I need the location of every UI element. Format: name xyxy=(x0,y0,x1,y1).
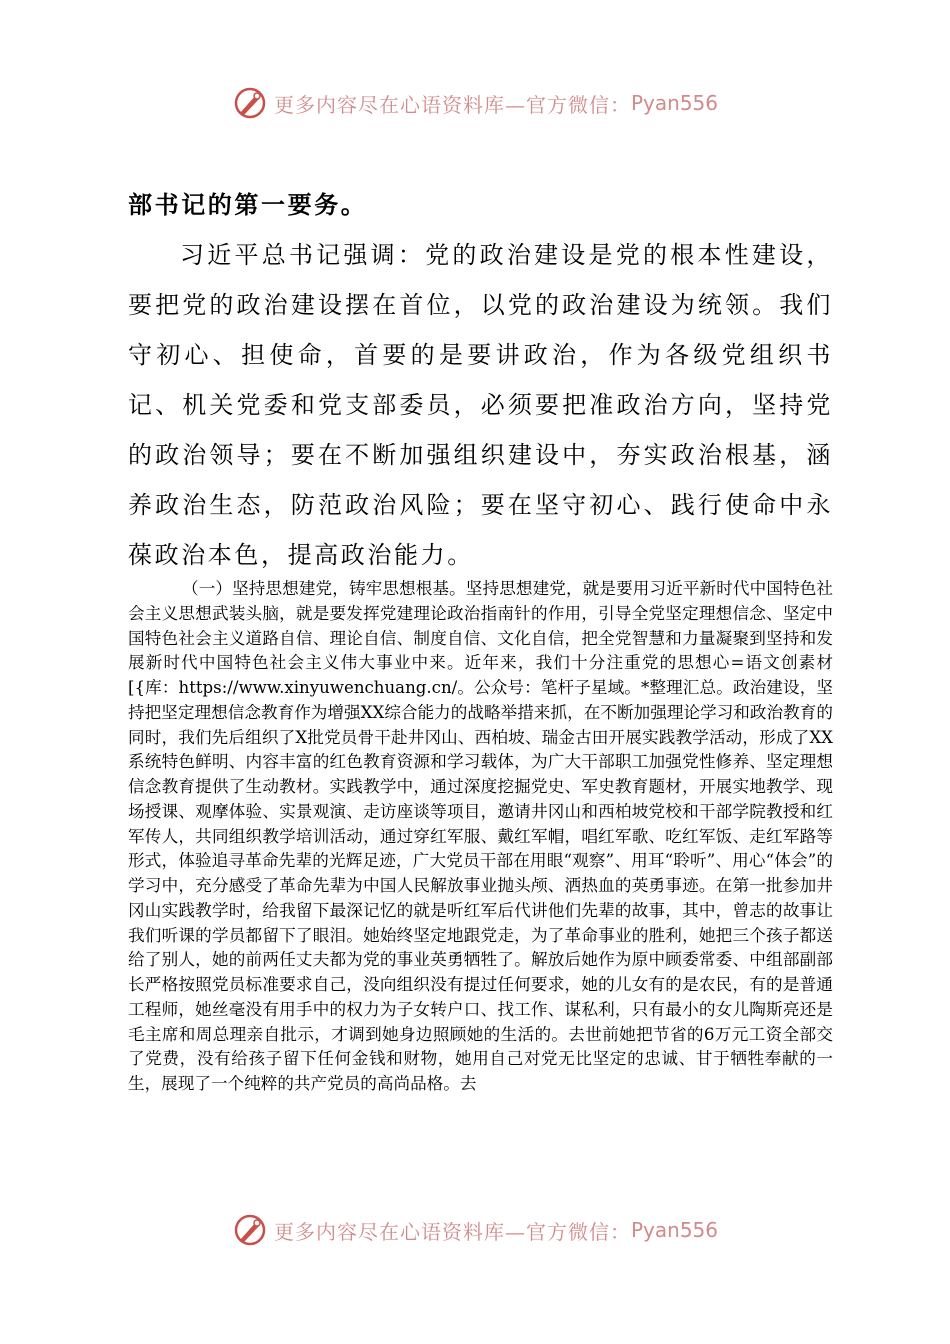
banner-text: 更多内容尽在心语资料库—官方微信： xyxy=(273,1219,631,1244)
quote-paragraph: 习近平总书记强调：党的政治建设是党的根本性建设，要把党的政治建设摆在首位，以党的政治建设为统领。我们守初心、担使命，首要的是要讲政治，作为各级党组织书记、机关党委和党支部委员，必须要把准政治方向，坚持党的政治领导；要在不断加强组织建设中，夯实政治根基，涵养政治生态，防范政治风险；要在坚守初心、践行使命中永葆政治本色，提高政治能力。 xyxy=(128,241,833,569)
banner-wechat-id: Pyan556 xyxy=(630,91,718,115)
header-banner xyxy=(0,83,950,123)
brush-logo-icon xyxy=(232,85,268,121)
brush-logo-icon xyxy=(232,1212,268,1248)
banner-wechat-id: Pyan556 xyxy=(630,1218,718,1242)
body-paragraph: （一）坚持思想建党，铸牢思想根基。坚持思想建党，就是要用习近平新时代中国特色社会主义思想武装头脑，就是要发挥党建理论政治指南针的作用，引导全党坚定理想信念、坚定中国特色社会主义道路自信、理论自信、制度自信、文化自信，把全党智慧和力量凝聚到坚持和发展新时代中国特色社会主义伟大事业中来。近年来，我们十分注重党的思想心=语文创素材[{库：https://www.xinyuwenchuang.cn/。公众号：笔杆子星域。*整理汇总。政治建设，坚持把坚定理想信念教育作为增强XX综合能力的战略举措来抓，在不断加强理论学习和政治教育的同时，我们先后组织了X批党员骨干赴井冈山、西柏坡、瑞金古田开展实践教学活动，形成了XX系统特色鲜明、内容丰富的红色教育资源和学习载体，为广大干部职工加强党性修养、坚定理想信念教育提供了生动教材。实践教学中，通过深度挖掘党史、军史教育题材，开展实地教学、现场授课、观摩体验、实景观演、走访座谈等项目，邀请井冈山和西柏坡党校和干部学院教授和红军传人，共同组织教学培训活动，通过穿红军服、戴红军帽，唱红军歌、吃红军饭、走红军路等形式，体验追寻革命先辈的光辉足迹，广大党员干部在用眼“观察”、用耳“聆听”、用心“体会”的学习中，充分感受了革命先辈为中国人民解放事业抛头颅、洒热血的英勇事迹。在第一批参加井冈山实践教学时，给我留下最深记忆的就是听红军后代讲他们先辈的故事，其中，曾志的故事让我们听课的学员都留下了眼泪。她始终坚定地跟党走，为了革命事业的胜利，她把三个孩子都送给了别人，她的前两任丈夫都为党的事业英勇牺牲了。解放后她作为原中顾委常委、中组部副部长严格按照党员标准要求自己，没向组织没有提过任何要求，她的儿女有的是农民，有的是普通工程师，她丝毫没有用手中的权力为子女转户口、找工作、谋私利，只有最小的女儿陶斯亮还是毛主席和周总理亲自批示，才调到她身边照顾她的生活的。去世前她把节省的6万元工资全部交了党费，没有给孩子留下任何金钱和财物，她用自己对党无比坚定的忠诚、甘于牺牲奉献的一生，展现了一个纯粹的共产党员的高尚品格。去 xyxy=(128,579,833,1093)
banner-text: 更多内容尽在心语资料库—官方微信： xyxy=(273,92,631,117)
lead-line: 部书记的第一要务。 xyxy=(128,190,368,219)
footer-banner xyxy=(0,1210,950,1250)
